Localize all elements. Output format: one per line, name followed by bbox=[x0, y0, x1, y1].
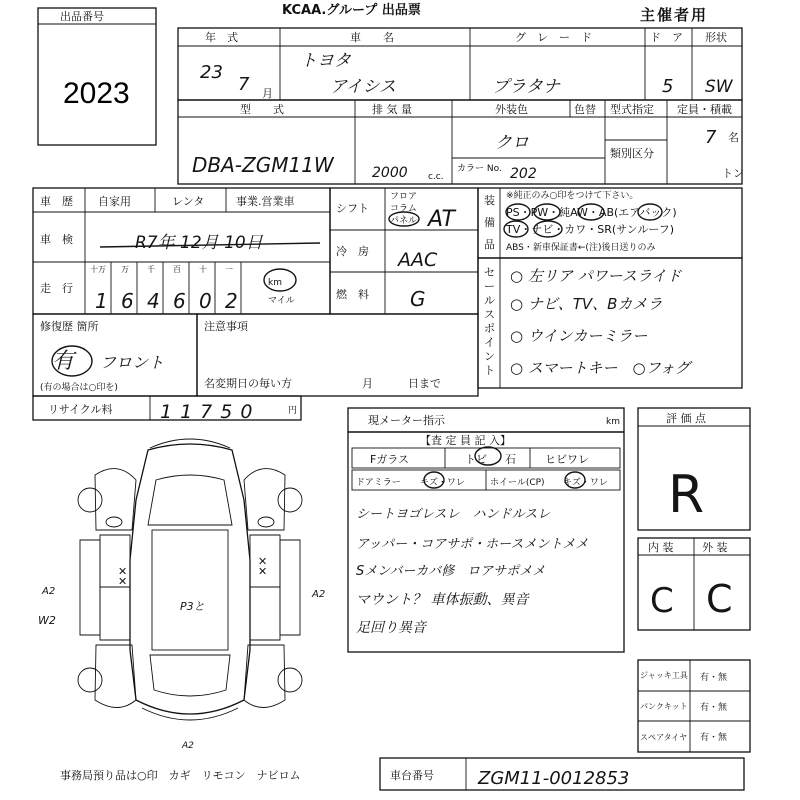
color-label: 外装色 bbox=[495, 103, 528, 116]
diagram-left-bottom-mark: W2 bbox=[38, 614, 56, 627]
mirror-label: ドアミラー bbox=[356, 478, 401, 488]
spare-tire-label: スペアタイヤ bbox=[640, 733, 688, 742]
digit-label-1k: 千 bbox=[147, 265, 155, 274]
mile-unit: マイル bbox=[268, 296, 295, 306]
recycle-label: リサイクル料 bbox=[48, 403, 113, 416]
sales-label-5: ポ bbox=[484, 322, 495, 335]
meter-unit: km bbox=[606, 417, 620, 427]
category-label: 類別区分 bbox=[610, 147, 654, 160]
lot-number: 2023 bbox=[63, 77, 130, 110]
exterior-label: 外 装 bbox=[702, 541, 728, 554]
maker-label: 車 名 bbox=[350, 31, 394, 44]
sales-label-2: ー bbox=[484, 280, 495, 293]
shift-option-floor: フロア bbox=[390, 192, 418, 202]
shift-option-column: コラム bbox=[390, 204, 417, 214]
puncture-kit-value: 有・無 bbox=[700, 703, 728, 713]
sales-label-8: ト bbox=[484, 364, 495, 377]
glass-option-stone: 石 bbox=[505, 453, 516, 466]
digit-label-10: 十 bbox=[199, 265, 207, 274]
color-no-label: カラー No. bbox=[457, 164, 502, 174]
color-no-value: 202 bbox=[510, 166, 537, 182]
sales-point-2: ○ ナビ、TV、Bカメラ bbox=[510, 295, 663, 313]
equipment-label-3: 品 bbox=[484, 238, 495, 251]
diagram-left-top-mark: A2 bbox=[42, 586, 56, 597]
equipment-line-2: TV・ナビ・カワ・SR(サンルーフ) bbox=[506, 223, 675, 236]
inspector-label: 【査 定 員 記 入】 bbox=[420, 434, 511, 447]
sales-point-4: ○ スマートキー ○フォグ bbox=[510, 359, 690, 377]
sales-label-3: ル bbox=[484, 294, 495, 307]
model-code-value: DBA-ZGM11W bbox=[192, 153, 334, 177]
shaken-label: 車 検 bbox=[40, 233, 73, 246]
fuel-label: 燃 料 bbox=[336, 288, 369, 301]
shift-value: AT bbox=[428, 207, 455, 232]
equipment-label-2: 備 bbox=[484, 216, 495, 229]
grade-label: グ レ ー ド bbox=[515, 31, 592, 44]
repair-location: フロント bbox=[100, 353, 165, 372]
header-title: KCAA.グループ 出品票 bbox=[282, 3, 421, 18]
maker-value: トヨタ bbox=[300, 51, 351, 71]
door-label: ド ア bbox=[650, 31, 683, 44]
diagram-x-mark: ✕ bbox=[118, 565, 128, 578]
spare-tire-value: 有・無 bbox=[700, 733, 728, 743]
designation-label: 型式指定 bbox=[610, 103, 654, 116]
year-value: 23 bbox=[200, 62, 223, 83]
equipment-line-1: PS・PW・純AW・AB(エアバック) bbox=[506, 206, 677, 219]
shift-option-panel: パネル bbox=[390, 216, 418, 226]
diagram-x-mark: ✕ bbox=[258, 555, 268, 568]
chassis-number: ZGM11-0012853 bbox=[478, 768, 630, 789]
mileage-digit: 6 bbox=[121, 289, 134, 313]
displacement-value: 2000 bbox=[372, 165, 408, 181]
sales-label-6: イ bbox=[484, 336, 495, 349]
interior-label: 内 装 bbox=[648, 541, 674, 554]
score-label: 評 価 点 bbox=[666, 412, 706, 425]
interior-score: C bbox=[650, 581, 674, 621]
inspector-comment: Sメンバーカバ修 ロアサポメメ bbox=[356, 564, 546, 579]
glass-option-chip: トビ bbox=[465, 453, 487, 466]
glass-option-crack: ヒビワレ bbox=[545, 453, 589, 466]
recycle-amount: 11750 bbox=[160, 401, 261, 423]
sales-label-1: セ bbox=[484, 266, 495, 279]
car-diagram bbox=[38, 439, 325, 751]
digit-label-1: 一 bbox=[225, 265, 233, 274]
ac-value: AAC bbox=[398, 249, 438, 271]
type-label: 型 式 bbox=[240, 103, 284, 116]
equipment-line-3: ABS・新車保証書←(注)後日送りのみ bbox=[506, 243, 656, 253]
recycle-unit: 円 bbox=[288, 406, 298, 416]
name-change-day-label: 日まで bbox=[408, 377, 441, 390]
mileage-digit: 1 bbox=[95, 289, 108, 313]
capacity-unit: 名 bbox=[728, 131, 739, 144]
name-change-month-label: 月 bbox=[362, 377, 373, 390]
inspector-comment: 足回り異音 bbox=[356, 620, 426, 636]
glass-label: Fガラス bbox=[370, 453, 409, 466]
digit-label-100k: 十万 bbox=[90, 265, 106, 274]
year-label: 年 式 bbox=[205, 31, 238, 44]
repair-note: (有の場合は○印を) bbox=[40, 383, 118, 393]
mirror-options: キズ・ワレ bbox=[420, 478, 465, 488]
cc-unit: c.c. bbox=[428, 172, 444, 182]
wheel-label: ホイール(CP) bbox=[490, 478, 545, 488]
diagram-x-mark: ✕ bbox=[258, 565, 268, 578]
organizer-label: 主催者用 bbox=[640, 6, 709, 24]
chassis-label: 車台番号 bbox=[390, 769, 434, 782]
diagram-front-mark: A2 bbox=[182, 741, 194, 751]
mileage-digit: 0 bbox=[199, 289, 212, 313]
digit-label-100: 百 bbox=[173, 265, 181, 274]
score-value: R bbox=[668, 465, 705, 525]
jack-tool-value: 有・無 bbox=[700, 673, 728, 683]
puncture-kit-label: パンクキット bbox=[640, 702, 688, 711]
inspector-comment: シートヨゴレスレ ハンドルスレ bbox=[356, 507, 551, 522]
mileage-digits bbox=[90, 262, 241, 314]
history-option-business: 事業.営業車 bbox=[236, 195, 295, 208]
diagram-right-mark: A2 bbox=[312, 589, 326, 600]
mileage-digit: 4 bbox=[147, 289, 160, 313]
mileage-digit: 6 bbox=[173, 289, 186, 313]
sales-point-1: ○ 左リア パワースライド bbox=[510, 267, 682, 285]
shaken-value: R7年 12月 10日 bbox=[135, 233, 263, 253]
sales-label-7: ン bbox=[484, 350, 495, 363]
km-unit: km bbox=[268, 278, 282, 288]
repair-value: 有 bbox=[52, 349, 75, 374]
color-change-label: 色替 bbox=[574, 103, 596, 116]
mileage-digit: 2 bbox=[225, 289, 238, 313]
month-value: 7 bbox=[238, 74, 250, 95]
history-option-rental: レンタ bbox=[172, 195, 205, 208]
diagram-x-mark: ✕ bbox=[118, 575, 128, 588]
lot-label: 出品番号 bbox=[60, 10, 104, 23]
month-unit: 月 bbox=[262, 87, 273, 100]
shape-label: 形状 bbox=[705, 31, 727, 44]
digit-label-10k: 万 bbox=[121, 265, 129, 274]
grade-value: プラタナ bbox=[492, 77, 560, 97]
equipment-note: ※純正のみ○印をつけて下さい。 bbox=[506, 191, 639, 201]
history-label: 車 歴 bbox=[40, 195, 73, 208]
displacement-label: 排 気 量 bbox=[372, 103, 412, 116]
model-value: アイシス bbox=[330, 77, 396, 97]
jack-tool-label: ジャッキ工具 bbox=[640, 671, 688, 680]
color-value: クロ bbox=[495, 133, 529, 153]
footer-note: 事務局預り品は○印 カギ リモコン ナビロム bbox=[60, 769, 301, 782]
shape-value: SW bbox=[705, 77, 733, 97]
diagram-center-mark: P3と bbox=[180, 600, 205, 613]
sales-point-3: ○ ウインカーミラー bbox=[510, 327, 648, 345]
history-option-private: 自家用 bbox=[98, 195, 131, 208]
repair-label: 修復歴 箇所 bbox=[40, 320, 99, 333]
capacity-value: 7 bbox=[705, 127, 717, 148]
equipment-label-1: 装 bbox=[484, 194, 495, 207]
fuel-value: G bbox=[410, 287, 426, 311]
exterior-score: C bbox=[706, 577, 733, 621]
ac-label: 冷 房 bbox=[336, 245, 369, 258]
ton-unit: トン bbox=[722, 167, 744, 180]
inspector-comment: マウント？ 車体振動、異音 bbox=[356, 592, 529, 608]
meter-label: 現メーター指示 bbox=[368, 414, 445, 427]
shift-label: シフト bbox=[336, 202, 369, 215]
name-change-label: 名変期日の毎い方 bbox=[204, 377, 292, 390]
sales-label-4: ス bbox=[484, 308, 495, 321]
capacity-label: 定員・積載 bbox=[677, 103, 732, 116]
mileage-label: 走 行 bbox=[40, 282, 73, 295]
notes-label: 注意事項 bbox=[204, 320, 248, 333]
doors-value: 5 bbox=[662, 76, 674, 97]
inspector-comment: アッパー・コアサポ・ホースメントメメ bbox=[356, 537, 589, 552]
wheel-options: キズ・ワレ bbox=[563, 478, 608, 488]
